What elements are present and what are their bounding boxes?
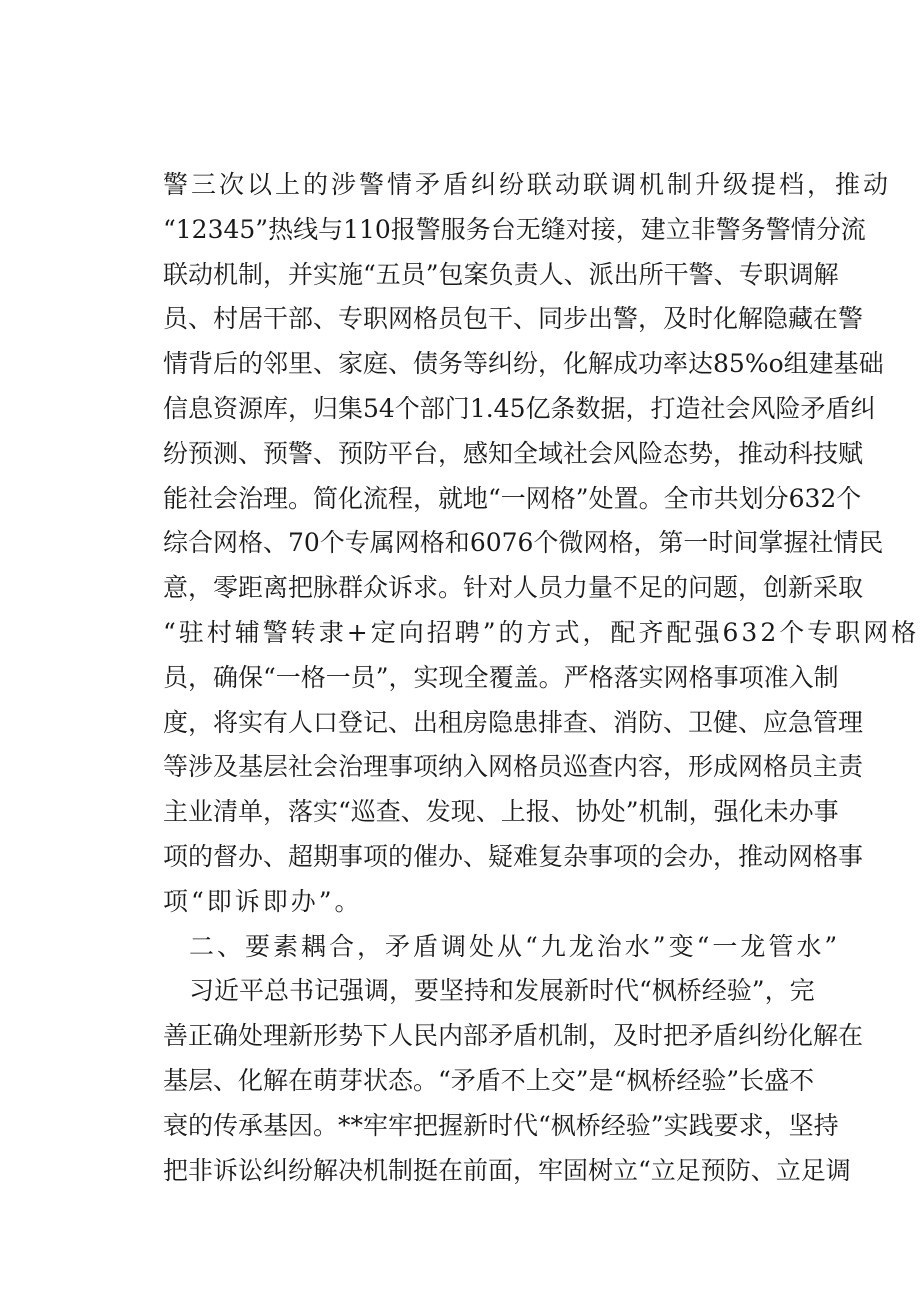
text-line: 等涉及基层社会治理事项纳入网格员巡查内容，形成网格员主责: [163, 752, 864, 782]
text-line: 信息资源库，归集54个部门1.45亿条数据，打造社会风险矛盾纠: [163, 393, 876, 423]
text-line: 把非诉讼纠纷解决机制挺在前面，牢固树立“立足预防、立足调: [163, 1155, 851, 1185]
text-line: 意，零距离把脉群众诉求。针对人员力量不足的问题，创新采取: [163, 573, 864, 603]
text-line: “驻村辅警转隶+定向招聘”的方式，配齐配强632个专职网格: [163, 617, 920, 647]
text-line: 员、村居干部、专职网格员包干、同步出警，及时化解隐藏在警: [163, 304, 864, 334]
text-line: 综合网格、70个专属网格和6076个微网格，第一时间掌握社情民: [163, 528, 884, 558]
paragraph-fengqiao-experience: [163, 969, 864, 1193]
text-line: 衰的传承基因。**牢牢把握新时代“枫桥经验”实践要求，坚持: [163, 1110, 839, 1140]
text-line: 纷预测、预警、预防平台，感知全域社会风险态势，推动科技赋: [163, 438, 864, 468]
text-line: 警三次以上的涉警情矛盾纠纷联动联调机制升级提档，推动: [163, 170, 892, 199]
text-line: “12345”热线与110报警服务台无缝对接，建立非警务警情分流: [163, 214, 866, 244]
text-line: 情背后的邻里、家庭、债务等纠纷，化解成功率达85%o组建基础: [163, 349, 884, 379]
paragraph-grid-governance: [163, 163, 920, 925]
text-line: 习近平总书记强调，要坚持和发展新时代“枫桥经验”，完: [189, 976, 815, 1006]
text-line: 能社会治理。简化流程，就地“一网格”处置。全市共划分632个: [163, 483, 862, 513]
document-page: [163, 163, 920, 1193]
text-line: 主业清单，落实“巡查、发现、上报、协处”机制，强化未办事: [163, 797, 839, 827]
text-line: 善正确处理新形势下人民内部矛盾机制，及时把矛盾纠纷化解在: [163, 1021, 864, 1051]
text-line: 联动机制，并实施“五员”包案负责人、派出所干警、专职调解: [163, 259, 839, 289]
section-heading: 二、要素耦合，矛盾调处从“九龙治水”变“一龙管水”: [189, 931, 841, 961]
text-line: 员，确保“一格一员”，实现全覆盖。严格落实网格事项准入制: [163, 662, 839, 692]
text-line: 度，将实有人口登记、出租房隐患排查、消防、卫健、应急管理: [163, 707, 864, 737]
text-line: 基层、化解在萌芽状态。“矛盾不上交”是“枫桥经验”长盛不: [163, 1065, 815, 1095]
text-line: 项“即诉即办”。: [163, 886, 363, 916]
text-line: 项的督办、超期事项的催办、疑难复杂事项的会办，推动网格事: [163, 841, 864, 871]
